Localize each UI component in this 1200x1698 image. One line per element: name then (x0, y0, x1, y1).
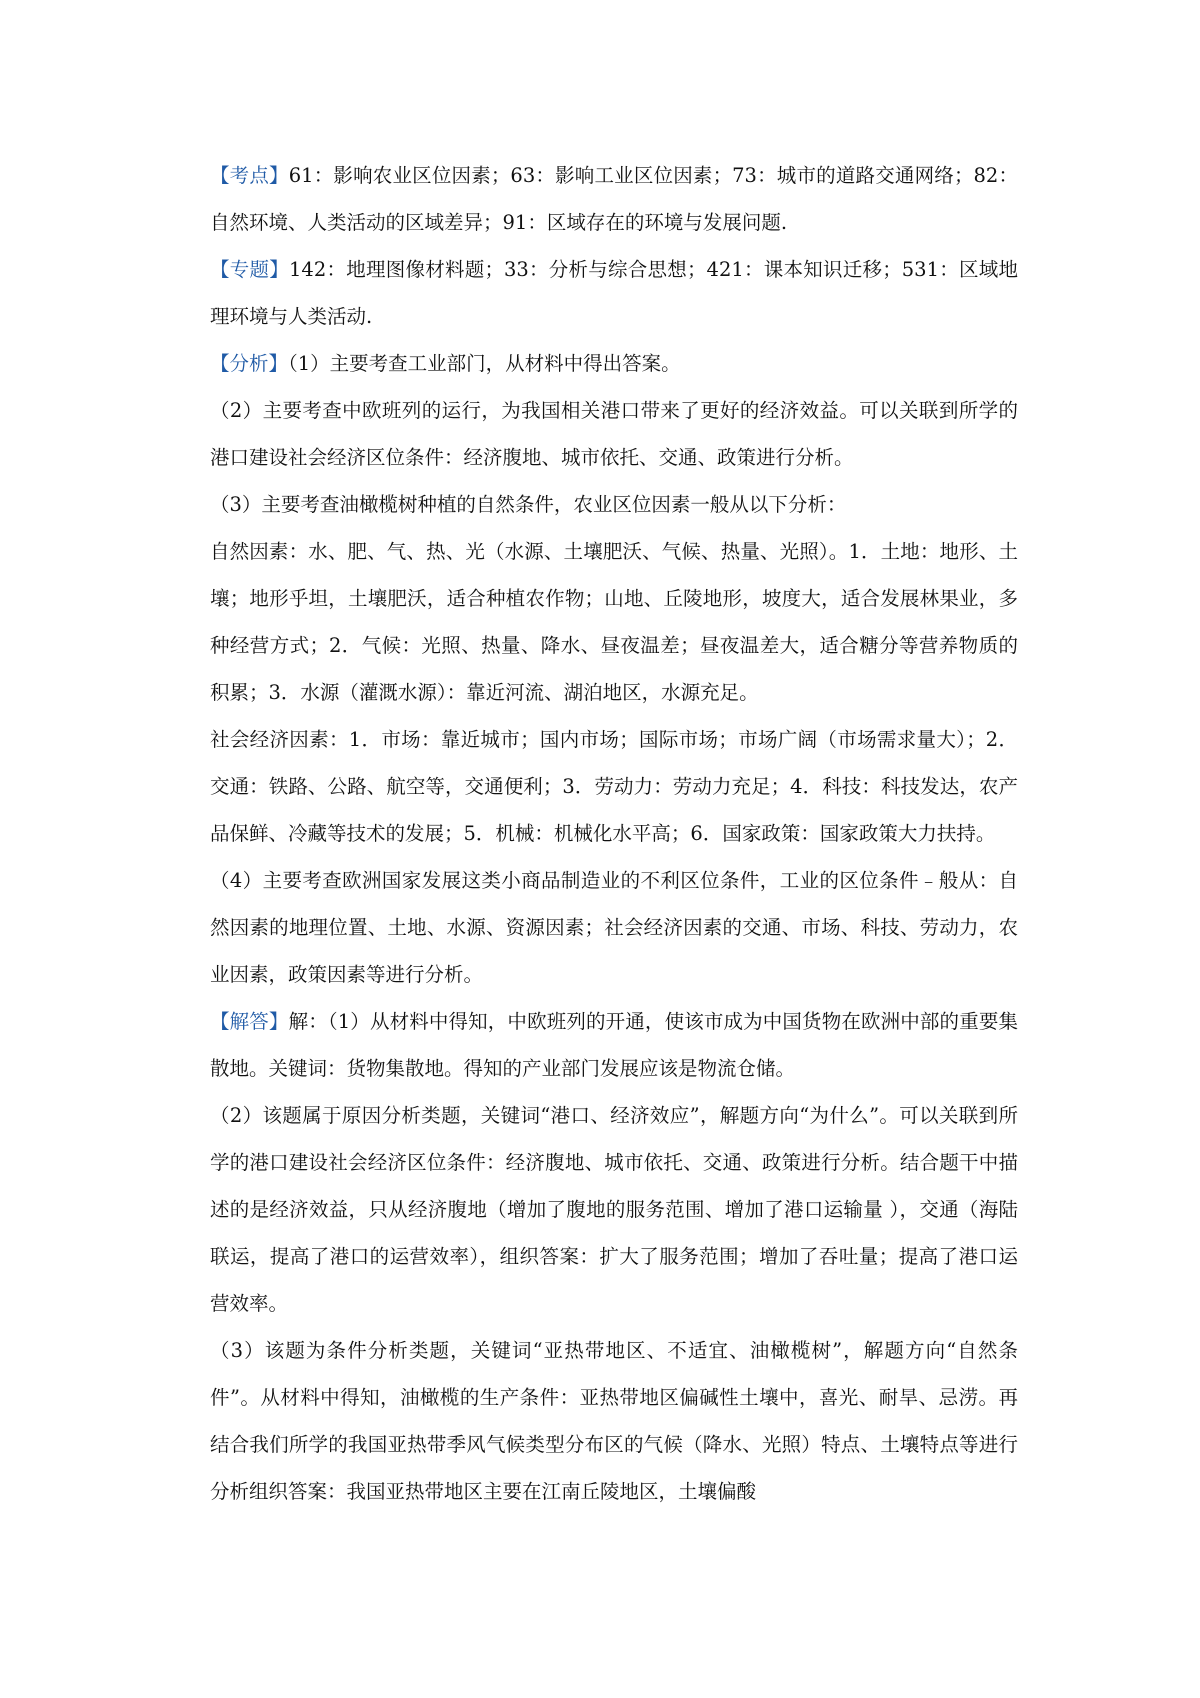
fenxi-paragraph-1 (210, 340, 1018, 387)
zhuanti-text: 142：地理图像材料题；33：分析与综合思想；421：课本知识迁移；531：区域地理环境与人类活动. (210, 258, 1018, 328)
fenxi-paragraph-6: （4）主要考查欧洲国家发展这类小商品制造业的不利区位条件，工业的区位条件﹣般从：自然因素的地理位置、土地、水源、资源因素；社会经济因素的交通、市场、科技、劳动力，农业因素，政策因素等进行分析。 (210, 869, 1018, 986)
fenxi-text-1: （1）主要考查工业部门，从材料中得出答案。 (288, 352, 681, 375)
kaodian-text: 61：影响农业区位因素；63：影响工业区位因素；73：城市的道路交通网络；82：自然环境、人类活动的区域差异；91：区域存在的环境与发展问题. (210, 164, 1018, 234)
fenxi-paragraph-2: （2）主要考查中欧班列的运行，为我国相关港口带来了更好的经济效益。可以关联到所学的港口建设社会经济区位条件：经济腹地、城市依托、交通、政策进行分析。 (210, 399, 1018, 469)
jieda-paragraph-2: （2）该题属于原因分析类题，关键词“港口、经济效应”，解题方向“为什么”。可以关联到所学的港口建设社会经济区位条件：经济腹地、城市依托、交通、政策进行分析。结合题干中描述的是经济效益，只从经济腹地（增加了腹地的服务范围、增加了港口运输量 ），交通（海陆联运，提高了港口的运营效率），组织答案：扩大了服务范围；增加了吞吐量；提高了港口运营效率。 (210, 1104, 1018, 1315)
kaodian-paragraph (210, 152, 1018, 246)
fenxi-paragraph-3: （3）主要考查油橄榄树种植的自然条件，农业区位因素一般从以下分析： (210, 493, 847, 516)
jieda-text-1: 解：（1）从材料中得知，中欧班列的开通，使该市成为中国货物在欧洲中部的重要集散地。关键词：货物集散地。得知的产业部门发展应该是物流仓储。 (210, 1010, 1018, 1080)
jieda-paragraph-1 (210, 998, 1018, 1092)
fenxi-paragraph-5: 社会经济因素：1．市场：靠近城市；国内市场；国际市场；市场广阔（市场需求量大）；2．交通：铁路、公路、航空等，交通便利；3．劳动力：劳动力充足；4．科技：科技发达，农产品保鲜、冷藏等技术的发展；5．机械：机械化水平高；6．国家政策：国家政策大力扶持。 (210, 728, 1018, 845)
document-page (210, 152, 1018, 1515)
zhuanti-tag: 【专题】 (210, 258, 290, 281)
zhuanti-paragraph (210, 246, 1018, 340)
jieda-tag: 【解答】 (210, 1010, 289, 1033)
fenxi-tag: 【分析】 (210, 352, 289, 375)
jieda-paragraph-3: （3）该题为条件分析类题，关键词“亚热带地区、不适宜、油橄榄树”，解题方向“自然条件”。从材料中得知，油橄榄的生产条件：亚热带地区偏碱性土壤中，喜光、耐旱、忌涝。再结合我们所学的我国亚热带季风气候类型分布区的气候（降水、光照）特点、土壤特点等进行分析组织答案：我国亚热带地区主要在江南丘陵地区，土壤偏酸 (210, 1339, 1018, 1503)
fenxi-paragraph-4: 自然因素：水、肥、气、热、光（水源、土壤肥沃、气候、热量、光照）。1．土地：地形、土壤；地形乎坦，土壤肥沃，适合种植农作物；山地、丘陵地形，坡度大，适合发展林果业，多种经营方式；2．气候：光照、热量、降水、昼夜温差；昼夜温差大，适合糖分等营养物质的积累；3．水源（灌溉水源）：靠近河流、湖泊地区，水源充足。 (210, 540, 1018, 704)
kaodian-tag: 【考点】 (210, 164, 289, 187)
